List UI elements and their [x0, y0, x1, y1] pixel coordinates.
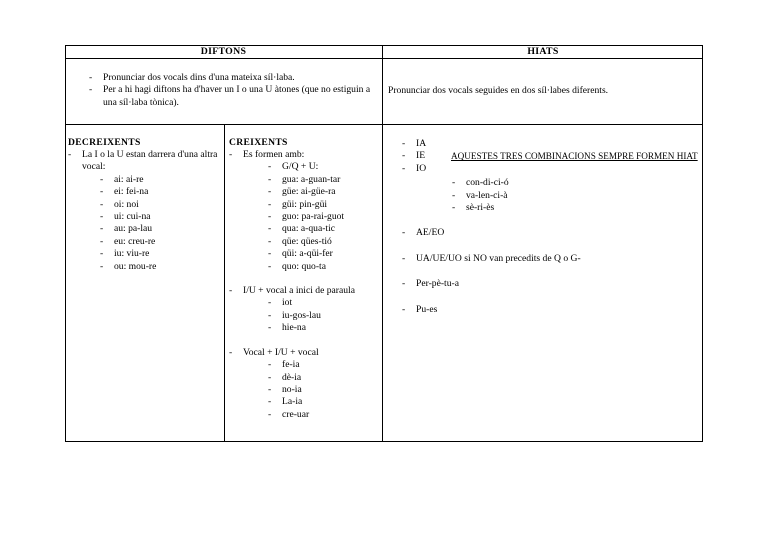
table-border-bottom	[65, 441, 703, 442]
list-item: - guo: pa-rai-guot	[264, 211, 381, 223]
list-item: - gua: a-guan-tar	[264, 174, 381, 186]
hiats-other: - Pu-es	[398, 304, 698, 316]
list-item: - ui: cui-na	[96, 211, 222, 223]
header-divider	[65, 58, 703, 59]
list-item: - güi: pin-güi	[264, 199, 381, 211]
decreixents-intro: - La I o la U estan darrera d'una altra vocal:	[64, 149, 222, 174]
list-item: - dè-ia	[264, 372, 381, 384]
subcolumn-divider	[224, 124, 225, 442]
hiats-other: - Per-pè-tu-a	[398, 278, 698, 290]
creixents-group-label: - Vocal + I/U + vocal	[225, 347, 381, 359]
hiats-body	[398, 138, 698, 316]
table-border-right	[702, 45, 703, 442]
hiats-other: - AE/EO	[398, 227, 698, 239]
table-border-left	[65, 45, 66, 442]
list-item: - no-ia	[264, 384, 381, 396]
list-item: - con-di-ci-ó	[448, 177, 698, 189]
diftons-hiats-table	[65, 45, 703, 442]
list-item: - oi: noi	[96, 199, 222, 211]
list-item: - au: pa-lau	[96, 223, 222, 235]
list-item: - qüi: a-qüi-fer	[264, 248, 381, 260]
creixents-group-heading: - G/Q + U:	[264, 161, 381, 173]
list-item: - iot	[264, 297, 381, 309]
column-divider	[382, 45, 383, 442]
creixents-group-label: - Es formen amb:	[225, 149, 381, 161]
list-item: - qua: a-qua-tic	[264, 223, 381, 235]
list-item: - ei: fei-na	[96, 186, 222, 198]
creixents-title: CREIXENTS	[229, 137, 288, 148]
list-item: - ou: mou-re	[96, 261, 222, 273]
hiats-definition: Pronunciar dos vocals seguides en dos síl·labes diferents.	[388, 85, 609, 96]
list-item: - hie-na	[264, 322, 381, 334]
decreixents-title: DECREIXENTS	[68, 137, 141, 148]
hiats-combo	[398, 150, 698, 162]
hiats-combo-label: IE	[416, 150, 426, 162]
hiats-other: - UA/UE/UO si NO van precedits de Q o G-	[398, 253, 698, 265]
hiats-header: HIATS	[527, 46, 559, 57]
list-item: - güe: ai-güe-ra	[264, 186, 381, 198]
hiats-combo: - IO	[398, 163, 698, 175]
creixents-group-label: - I/U + vocal a inici de paraula	[225, 285, 381, 297]
list-item: - La-ia	[264, 396, 381, 408]
list-item: - iu-gos-lau	[264, 310, 381, 322]
creixents-section	[229, 137, 381, 421]
list-item: - ai: ai-re	[96, 174, 222, 186]
list-item: - qüe: qües-tió	[264, 236, 381, 248]
list-item: - cre-uar	[264, 409, 381, 421]
hiats-combos-note: AQUESTES TRES COMBINACIONS SEMPRE FORMEN HIAT	[451, 151, 698, 162]
list-item: - sè-ri-ès	[448, 202, 698, 214]
diftons-definition-item: - Per a hi hagi diftons ha d'haver un I o una U àtones (que no estiguin a una síl·laba tònica).	[85, 84, 375, 109]
diftons-header: DIFTONS	[200, 46, 247, 57]
list-item: - iu: viu-re	[96, 248, 222, 260]
diftons-definition-item: - Pronunciar dos vocals dins d'una mateixa síl·laba.	[85, 72, 375, 84]
list-item: - va-len-ci-à	[448, 190, 698, 202]
diftons-definition	[85, 72, 375, 109]
hiats-combo: - IA	[398, 138, 698, 150]
list-item: - eu: creu-re	[96, 236, 222, 248]
list-item: - quo: quo-ta	[264, 261, 381, 273]
list-item: - fe-ia	[264, 359, 381, 371]
definition-divider	[65, 124, 703, 125]
decreixents-section	[68, 137, 222, 273]
